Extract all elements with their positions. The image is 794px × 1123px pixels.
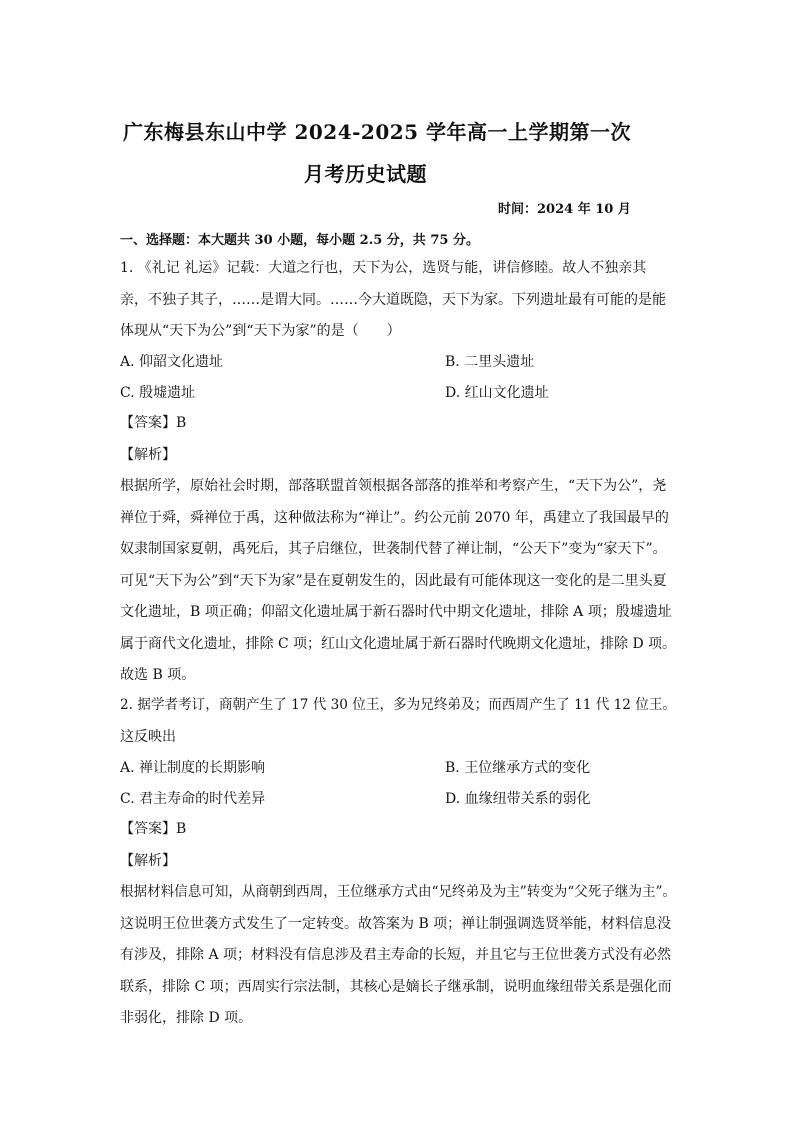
q1-answer: 【答案】B — [120, 415, 187, 431]
q1-analysis-line-2: 禅位于舜，舜禅位于禹，这种做法称为“禅让”。约公元前 2070 年，禹建立了我国最早的 — [120, 510, 669, 526]
q2-analysis-line-2: 这说明王位世袭方式发生了一定转变。故答案为 B 项；禅让制强调选贤举能，材料信息没 — [120, 916, 672, 932]
q1-analysis-label: 【解析】 — [120, 447, 176, 463]
q1-analysis-line-3: 奴隶制国家夏朝，禹死后，其子启继位，世袭制代替了禅让制，“公天下”变为“家天下”。 — [120, 541, 667, 557]
q1-analysis-line-7: 故选 B 项。 — [120, 667, 196, 683]
q1-option-a: A. 仰韶文化遗址 — [120, 354, 224, 370]
q1-option-d: D. 红山文化遗址 — [445, 385, 549, 401]
q2-stem-line-1: 2. 据学者考订，商朝产生了 17 代 30 位王，多为兄终弟及；而西周产生了 11 代 12 位王。 — [120, 697, 677, 713]
q2-analysis-line-1: 根据材料信息可知，从商朝到西周，王位继承方式由“兄终弟及为主”转变为“父死子继为主”。 — [120, 884, 677, 900]
q1-analysis-line-4: 可见“天下为公”到“天下为家”是在夏朝发生的，因此最有可能体现这一变化的是二里头夏 — [120, 573, 667, 589]
q2-option-b: B. 王位继承方式的变化 — [445, 760, 591, 776]
q2-analysis-label: 【解析】 — [120, 853, 176, 869]
q2-analysis-line-5: 非弱化，排除 D 项。 — [120, 1010, 253, 1026]
q1-analysis-line-1: 根据所学，原始社会时期，部落联盟首领根据各部落的推举和考察产生，“天下为公”，尧 — [120, 478, 667, 494]
q2-option-d: D. 血缘纽带关系的弱化 — [445, 791, 591, 807]
q2-stem-line-2: 这反映出 — [120, 729, 176, 745]
q1-option-b: B. 二里头遗址 — [445, 354, 535, 370]
q2-analysis-line-3: 有涉及，排除 A 项；材料没有信息涉及君主寿命的长短，并且它与王位世袭方式没有必然 — [120, 947, 672, 963]
q1-stem-line-3: 体现从“天下为公”到“天下为家”的是（ ） — [120, 323, 401, 339]
exam-time: 时间：2024 年 10 月 — [498, 202, 631, 217]
document-title-line-2: 月考历史试题 — [304, 162, 427, 186]
q1-stem-line-2: 亲，不独子其子，……是谓大同。……今大道既隐，天下为家。下列遗址最有可能的是能 — [120, 292, 666, 308]
document-title-line-1: 广东梅县东山中学 2024-2025 学年高一上学期第一次 — [123, 120, 632, 144]
q1-analysis-line-5: 文化遗址，B 项正确；仰韶文化遗址属于新石器时代中期文化遗址，排除 A 项；殷墟遗址 — [120, 604, 672, 620]
section-heading: 一、选择题：本大题共 30 小题，每小题 2.5 分，共 75 分。 — [120, 233, 479, 248]
q1-option-c: C. 殷墟遗址 — [120, 385, 196, 401]
q2-answer: 【答案】B — [120, 821, 187, 837]
q2-analysis-line-4: 联系，排除 C 项；西周实行宗法制，其核心是嫡长子继承制，说明血缘纽带关系是强化而 — [120, 979, 672, 995]
q1-stem-line-1: 1. 《礼记 礼运》记载：大道之行也，天下为公，选贤与能，讲信修睦。故人不独亲其 — [120, 260, 647, 276]
q2-option-c: C. 君主寿命的时代差异 — [120, 791, 266, 807]
q1-analysis-line-6: 属于商代文化遗址，排除 C 项；红山文化遗址属于新石器时代晚期文化遗址，排除 D 项。 — [120, 636, 677, 652]
q2-option-a: A. 禅让制度的长期影响 — [120, 760, 266, 776]
